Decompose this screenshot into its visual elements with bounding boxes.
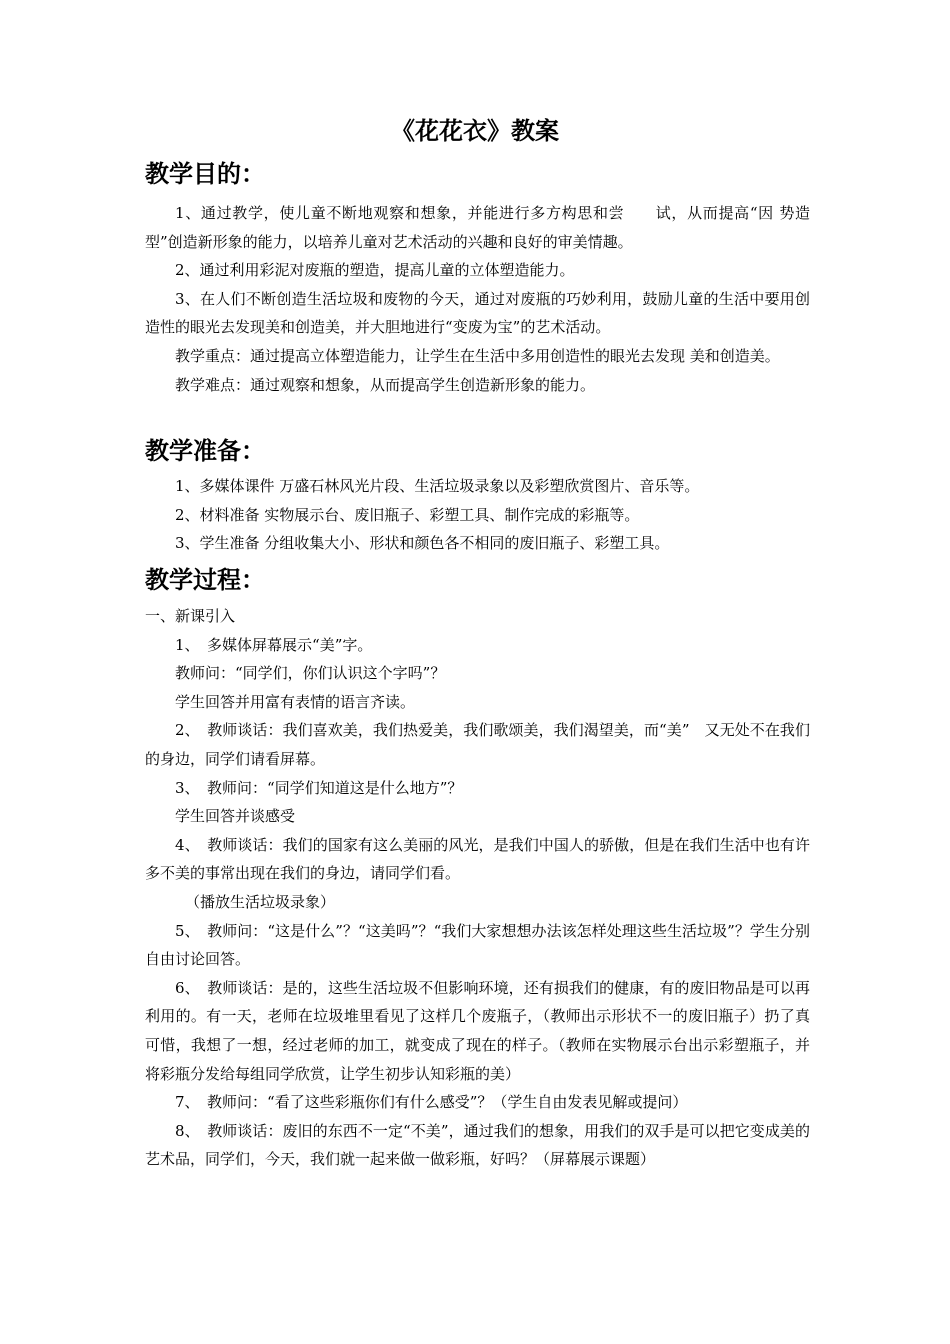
- section-body-process: [145, 602, 810, 1174]
- paragraph: 学生回答并用富有表情的语言齐读。: [175, 692, 416, 711]
- paragraph: 1、通过教学，使儿童不断地观察和想象，并能进行多方构思和尝 试，从而提高“因 势造型”创造新形象的能力，以培养儿童对艺术活动的兴趣和良好的审美情趣。: [145, 204, 810, 251]
- paragraph: 3、学生准备 分组收集大小、形状和颜色各不相同的废旧瓶子、彩塑工具。: [175, 534, 670, 553]
- paragraph: 教师问：“同学们，你们认识这个字吗”？: [175, 664, 446, 683]
- page-title: 《花花衣》教案: [391, 117, 559, 145]
- paragraph: 7、 教师问：“看了这些彩瓶你们有什么感受”？（学生自由发表见解或提问）: [175, 1093, 688, 1112]
- paragraph: 5、 教师问：“这是什么”？“这美吗”？“我们大家想想办法该怎样处理这些生活垃圾”？学生分别自由讨论回答。: [145, 921, 810, 969]
- paragraph: 3、在人们不断创造生活垃圾和废物的今天，通过对废瓶的巧妙利用，鼓励儿童的生活中要用创造性的眼光去发现美和创造美，并大胆地进行“变废为宝”的艺术活动。: [145, 289, 810, 337]
- paragraph: 2、材料准备 实物展示台、废旧瓶子、彩塑工具、制作完成的彩瓶等。: [175, 505, 640, 524]
- paragraph: 教学难点：通过观察和想象，从而提高学生创造新形象的能力。: [175, 375, 596, 394]
- section-body-goals: [145, 199, 810, 399]
- section-heading-prep: 教学准备：: [145, 437, 265, 465]
- paragraph: （播放生活垃圾录象）: [185, 892, 336, 911]
- paragraph: 2、通过利用彩泥对废瓶的塑造，提高儿童的立体塑造能力。: [175, 261, 575, 280]
- paragraph: 1、 多媒体屏幕展示“美”字。: [175, 635, 373, 654]
- paragraph: 学生回答并谈感受: [175, 807, 296, 826]
- paragraph: 1、多媒体课件 万盛石林风光片段、生活垃圾录象以及彩塑欣赏图片、音乐等。: [175, 477, 700, 495]
- section-heading-goals: 教学目的：: [145, 160, 265, 188]
- section-heading-process: 教学过程：: [145, 566, 265, 594]
- paragraph: 3、 教师问：“同学们知道这是什么地方”？: [175, 778, 463, 797]
- paragraph: 6、 教师谈话：是的，这些生活垃圾不但影响环境，还有损我们的健康，有的废旧物品是可以再利用的。有一天，老师在垃圾堆里看见了这样几个废瓶子，（教师出示形状不一的废旧瓶子）扔了真可惜，我想了一想，经过老师的加工，就变成了现在的样子。（教师在实物展示台出示彩塑瓶子，并将彩瓶分发给每组同学欣赏，让学生初步认知彩瓶的美）: [145, 978, 810, 1083]
- section-body-prep: [145, 472, 810, 558]
- paragraph: 8、 教师谈话：废旧的东西不一定“不美”，通过我们的想象，用我们的双手是可以把它变成美的艺术品，同学们，今天，我们就一起来做一做彩瓶，好吗？（屏幕展示课题）: [145, 1121, 810, 1169]
- subsection-heading: 一、新课引入: [145, 607, 236, 625]
- paragraph: 4、 教师谈话：我们的国家有这么美丽的风光，是我们中国人的骄傲，但是在我们生活中也有许多不美的事常出现在我们的身边，请同学们看。: [145, 835, 810, 883]
- paragraph: 2、 教师谈话：我们喜欢美，我们热爱美，我们歌颂美，我们渴望美，而“美” 又无处不在我们的身边，同学们请看屏幕。: [145, 721, 810, 768]
- paragraph: 教学重点：通过提高立体塑造能力，让学生在生活中多用创造性的眼光去发现 美和创造美。: [175, 346, 780, 365]
